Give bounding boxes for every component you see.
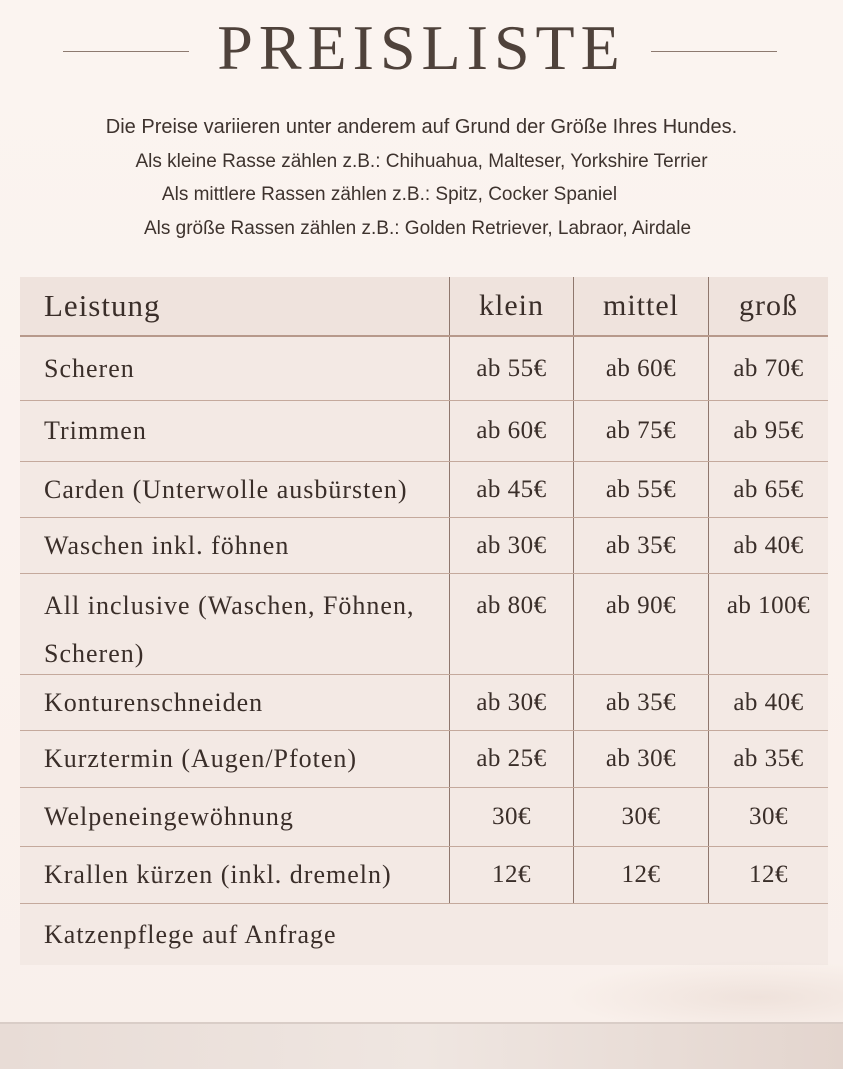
price-large: ab 40€ [733, 688, 804, 716]
price-medium: 12€ [574, 847, 709, 903]
intro-medium-breeds: Als mittlere Rassen zählen z.B.: Spitz, Cocker Spaniel [161, 184, 618, 205]
price-medium: ab 75€ [574, 401, 709, 461]
table-row [20, 518, 828, 574]
table-row [20, 337, 828, 401]
service-name: Carden (Unterwolle ausbürsten) [20, 462, 450, 517]
intro-small-breeds: Als kleine Rasse zählen z.B.: Chihuahua, Malteser, Yorkshire Terrier [135, 151, 708, 172]
price-small: 30€ [450, 788, 574, 846]
price-large: ab 40€ [733, 531, 804, 559]
bottom-band [0, 1022, 843, 1069]
title-rule-right [651, 51, 777, 52]
price-small: 12€ [450, 847, 574, 903]
service-name: All inclusive (Waschen, Föhnen, Scheren) [20, 574, 450, 674]
price-large: ab 35€ [733, 745, 804, 772]
table-row [20, 847, 828, 904]
price-small: ab 30€ [450, 675, 574, 730]
price-large: ab 95€ [733, 417, 804, 444]
table-row [20, 401, 828, 462]
price-medium: ab 35€ [574, 675, 709, 730]
intro-text: Die Preise variieren unter anderem auf Grund der Größe Ihres Hundes. [105, 116, 738, 138]
price-large: 12€ [749, 861, 788, 888]
cat-grooming-note: Katzenpflege auf Anfrage [44, 919, 337, 949]
table-row [20, 675, 828, 731]
price-small: ab 30€ [450, 518, 574, 573]
header-medium: mittel [574, 277, 709, 335]
price-large: ab 65€ [733, 475, 804, 503]
service-name: Welpeneingewöhnung [20, 788, 450, 846]
header-small: klein [450, 277, 574, 335]
intro-large-breeds: Als größe Rassen zählen z.B.: Golden Retriever, Labraor, Airdale [143, 218, 692, 239]
price-medium: ab 60€ [574, 337, 709, 400]
price-small: ab 60€ [450, 401, 574, 461]
price-medium: ab 35€ [574, 518, 709, 573]
table-row [20, 462, 828, 518]
table-footer-row [20, 904, 828, 965]
table-row [20, 731, 828, 788]
service-name: Konturenschneiden [20, 675, 450, 730]
service-name: Trimmen [20, 401, 450, 461]
price-small: ab 25€ [450, 731, 574, 787]
page-title: PREISLISTE [217, 12, 626, 83]
table-row [20, 788, 828, 847]
table-header-row [20, 277, 828, 337]
price-small: ab 80€ [450, 574, 574, 674]
price-small: ab 55€ [450, 337, 574, 400]
service-name: Waschen inkl. föhnen [20, 518, 450, 573]
price-large: ab 70€ [733, 354, 804, 382]
service-name: Krallen kürzen (inkl. dremeln) [20, 847, 450, 903]
price-medium: ab 30€ [574, 731, 709, 787]
price-large: 30€ [749, 803, 788, 830]
price-medium: 30€ [574, 788, 709, 846]
price-small: ab 45€ [450, 462, 574, 517]
title-row [0, 8, 843, 83]
price-medium: ab 55€ [574, 462, 709, 517]
header-large: groß [739, 289, 798, 322]
price-medium: ab 90€ [574, 574, 709, 674]
header-service: Leistung [20, 277, 450, 335]
service-name: Scheren [20, 337, 450, 400]
price-table [20, 277, 828, 965]
table-row [20, 574, 828, 675]
service-name: Kurztermin (Augen/Pfoten) [20, 731, 450, 787]
price-large: ab 100€ [726, 592, 811, 619]
watercolor-wash [560, 960, 843, 1022]
